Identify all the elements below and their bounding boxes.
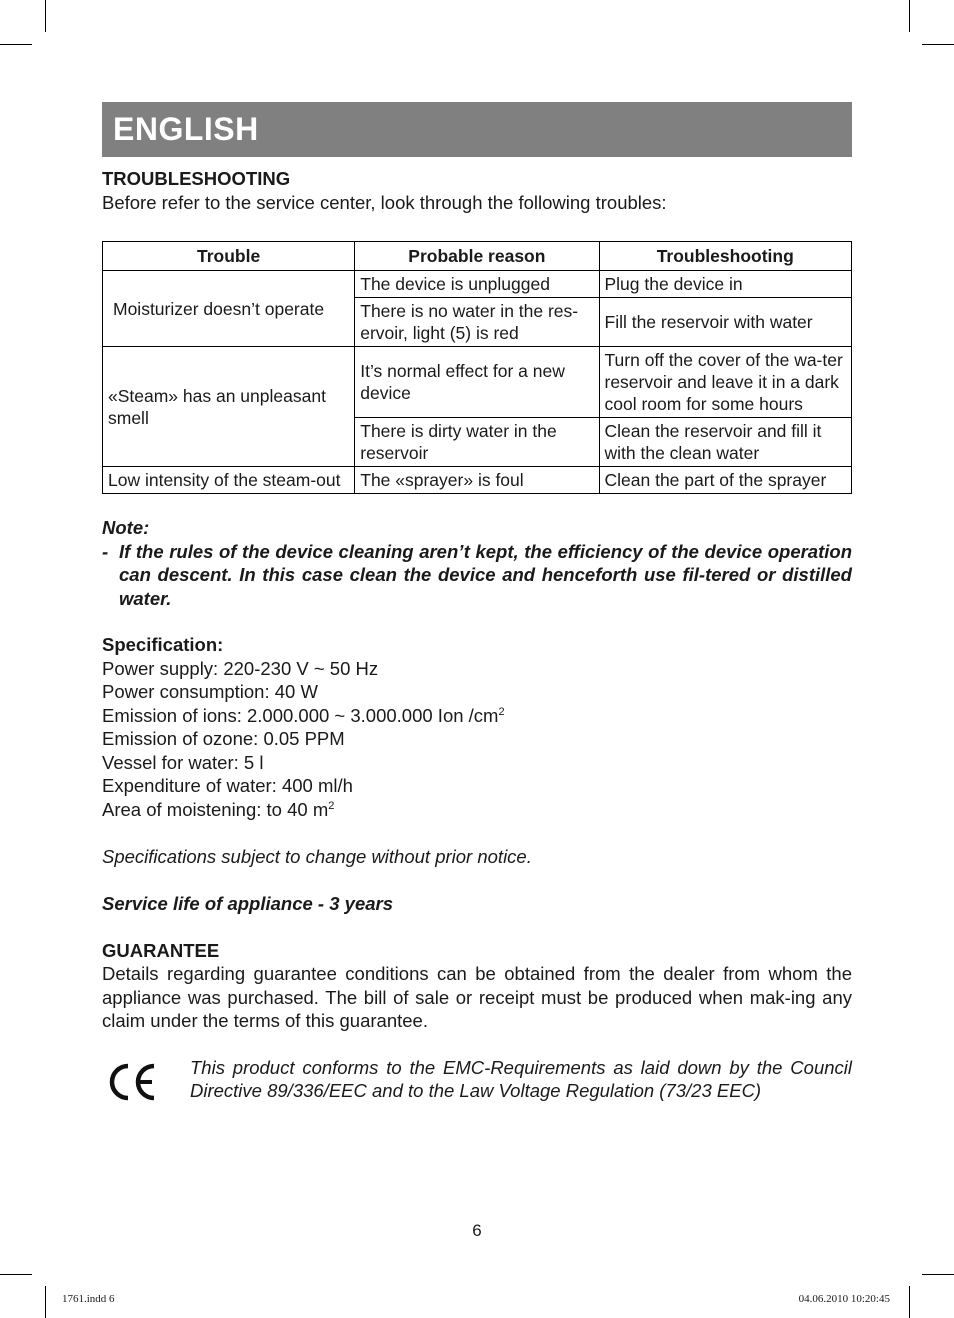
spec-ions-text: Emission of ions: 2.000.000 ~ 3.000.000 Ion /cm (102, 704, 499, 726)
note-dash: - (102, 540, 109, 562)
crop-mark (922, 1274, 954, 1275)
fix-cell: Clean the part of the sprayer (599, 467, 852, 494)
fix-cell: Fill the reservoir with water (599, 298, 852, 347)
reason-cell: It’s normal effect for a new device (355, 347, 599, 418)
crop-mark (0, 1274, 32, 1275)
note-item (102, 540, 852, 611)
crop-mark (45, 1286, 46, 1318)
ce-compliance (102, 1056, 852, 1103)
reason-cell: There is dirty water in the reservoir (355, 418, 599, 467)
note-title: Note: (102, 517, 150, 538)
language-banner (102, 102, 852, 157)
table-header-row (103, 242, 852, 271)
spec-area (102, 798, 852, 822)
page-content (102, 167, 852, 1103)
page-number: 6 (472, 1221, 482, 1240)
guarantee-text: Details regarding guarantee conditions can be obtained from the dealer from whom the appliance was purchased. The bill of sale or receipt must be produced when mak-ing any claim under the terms of this guarantee. (102, 963, 852, 1031)
service-life: Service life of appliance - 3 years (102, 892, 394, 914)
spec-ozone: Emission of ozone: 0.05 PPM (102, 728, 345, 749)
trouble-cell: «Steam» has an unpleasant smell (103, 347, 355, 467)
column-header-fix: Troubleshooting (599, 242, 852, 271)
guarantee-title: GUARANTEE (102, 939, 220, 961)
specification-title: Specification: (102, 634, 224, 655)
specification-section (102, 633, 852, 821)
ce-text: This product conforms to the EMC-Requirements as laid down by the Council Directive 89/336/EEC and to the Law Voltage Regulation (73/23 EEC) (190, 1056, 852, 1101)
fix-cell: Clean the reservoir and fill it with the clean water (599, 418, 852, 467)
note-text: If the rules of the device cleaning aren’t kept, the efficiency of the device operation can descent. In this case clean the device and henceforth use fil-tered or distilled water. (119, 540, 852, 609)
crop-mark (922, 44, 954, 45)
fix-cell: Plug the device in (599, 271, 852, 298)
spec-ions-sup: 2 (498, 705, 505, 718)
spec-area-text: Area of moistening: to 40 m (102, 798, 329, 820)
reason-cell: The device is unplugged (355, 271, 599, 298)
troubleshooting-table (102, 241, 852, 494)
troubleshooting-title: TROUBLESHOOTING (102, 168, 291, 189)
table-row (103, 347, 852, 418)
spec-power-supply: Power supply: 220-230 V ~ 50 Hz (102, 657, 379, 679)
table-row (103, 271, 852, 298)
spec-expenditure: Expenditure of water: 400 ml/h (102, 775, 353, 796)
spec-vessel: Vessel for water: 5 l (102, 751, 264, 773)
ce-mark-icon (102, 1056, 190, 1103)
trouble-cell: Moisturizer doesn’t operate (103, 271, 355, 347)
language-title: ENGLISH (113, 111, 259, 147)
crop-mark (45, 0, 46, 32)
fix-cell: Turn off the cover of the wa-ter reservoir and leave it in a dark cool room for some hours (599, 347, 852, 418)
spec-area-sup: 2 (328, 799, 335, 812)
spec-ions (102, 704, 852, 728)
trouble-cell: Low intensity of the steam-out (103, 467, 355, 494)
slug-datetime: 04.06.2010 10:20:45 (798, 1293, 890, 1305)
spec-power-consumption: Power consumption: 40 W (102, 681, 318, 702)
reason-cell: The «sprayer» is foul (355, 467, 599, 494)
crop-mark (909, 0, 910, 32)
slug-file: 1761.indd 6 (62, 1293, 115, 1305)
note-section (102, 516, 852, 610)
column-header-reason: Probable reason (355, 242, 599, 271)
column-header-trouble: Trouble (103, 242, 355, 271)
reason-cell: There is no water in the res-ervoir, light (5) is red (355, 298, 599, 347)
crop-mark (909, 1286, 910, 1318)
crop-mark (0, 44, 32, 45)
change-notice: Specifications subject to change without prior notice. (102, 845, 532, 867)
table-row (103, 467, 852, 494)
troubleshooting-intro: Before refer to the service center, look through the following troubles: (102, 191, 667, 213)
